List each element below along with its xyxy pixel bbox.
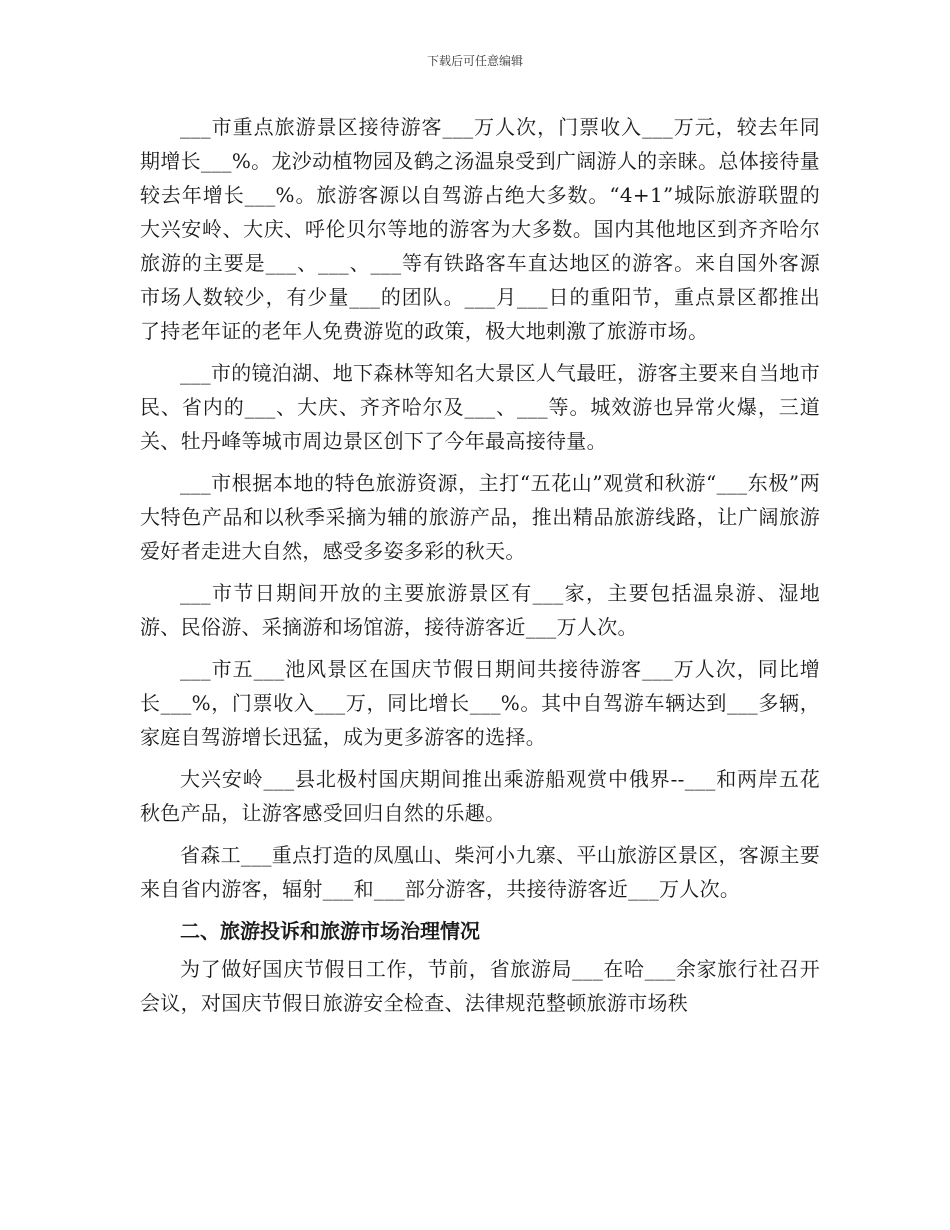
paragraph-wuhuashan: ___市根据本地的特色旅游资源，主打“五花山”观赏和秋游“___东极”两大特色产品和以秋季采摘为辅的旅游产品，推出精品旅游线路，让广阔旅游爱好者走进大自然，感受多姿多彩的秋天。 xyxy=(140,471,820,563)
paragraph-forestry: 省森工___重点打造的凤凰山、柴河小九寨、平山旅游区景区，客源主要来自省内游客，辐射___和___部分游客，共接待游客近___万人次。 xyxy=(140,843,820,901)
paragraph-qiqihar-visitors: ___市重点旅游景区接待游客___万人次，门票收入___万元，较去年同期增长___%。龙沙动植物园及鹤之汤温泉受到广阔游人的亲睐。总体接待量较去年增长___%。旅游客源以自驾游占绝大多数。“4+1”城际旅游联盟的大兴安岭、大庆、呼伦贝尔等地的游客为大多数。国内其他地区到齐齐哈尔旅游的主要是___、___、___等有铁路客车直达地区的游客。来自国外客源市场人数较少，有少量___的团队。___月___日的重阳节，重点景区都推出了持老年证的老年人免费游览的政策，极大地刺激了旅游市场。 xyxy=(140,115,820,343)
paragraph-wudalianchi: ___市五___池风景区在国庆节假日期间共接待游客___万人次，同比增长___%，门票收入___万，同比增长___%。其中自驾游车辆达到___多辆，家庭自驾游增长迅猛，成为更多游客的选择。 xyxy=(140,657,820,749)
section-heading: 二、旅游投诉和旅游市场治理情况 xyxy=(180,919,480,943)
paragraph-scenic-areas: ___市节日期间开放的主要旅游景区有___家，主要包括温泉游、湿地游、民俗游、采摘游和场馆游，接待游客近___万人次。 xyxy=(140,581,820,639)
document-body xyxy=(140,110,820,1028)
page-header: 下载后可任意编辑 xyxy=(426,54,523,68)
paragraph-pre-holiday-meeting: 为了做好国庆节假日工作，节前，省旅游局___在哈___余家旅行社召开会议，对国庆节假日旅游安全检查、法律规范整顿旅游市场秩 xyxy=(140,957,820,1015)
paragraph-beiji-village: 大兴安岭___县北极村国庆期间推出乘游船观赏中俄界--___和两岸五花秋色产品，让游客感受回归自然的乐趣。 xyxy=(140,767,820,825)
paragraph-jingbo-lake: ___市的镜泊湖、地下森林等知名大景区人气最旺，游客主要来自当地市民、省内的___、大庆、齐齐哈尔及___、___等。城效游也异常火爆，三道关、牡丹峰等城市周边景区创下了今年最高接待量。 xyxy=(140,361,820,453)
